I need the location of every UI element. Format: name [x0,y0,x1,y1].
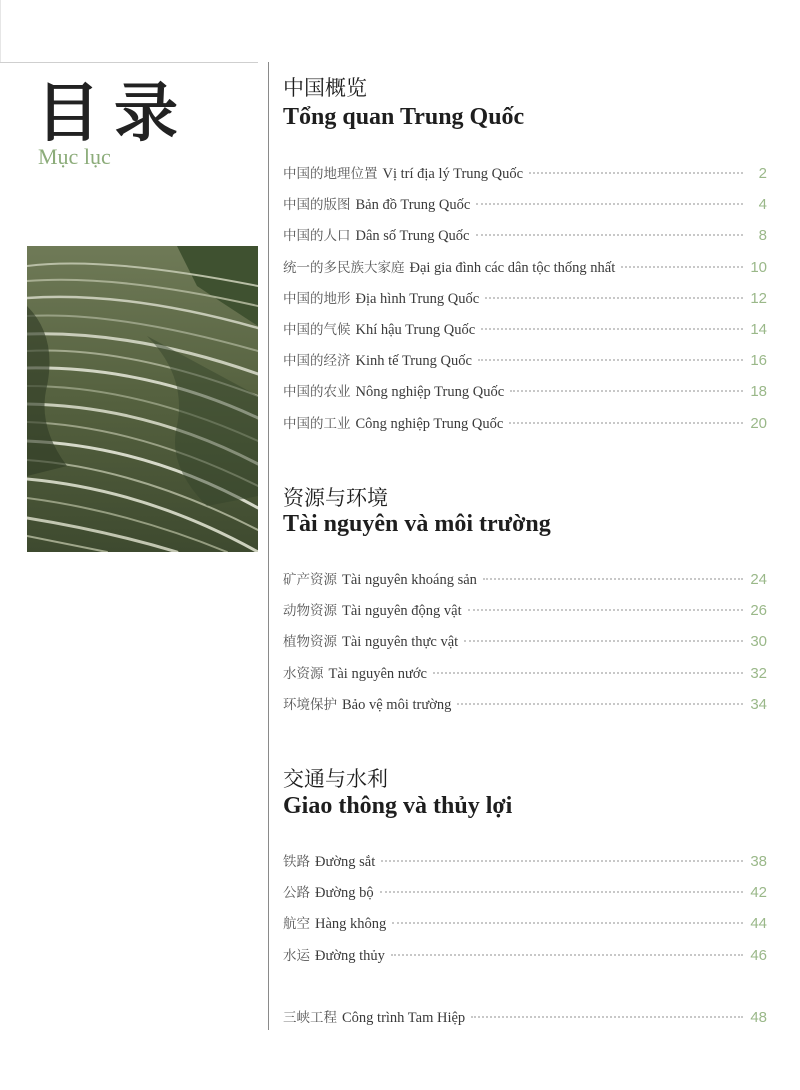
toc-entry-page: 14 [750,320,767,338]
toc-entry-page: 2 [758,165,767,182]
toc-entry[interactable] [283,912,767,943]
toc-entry-page: 24 [750,571,767,588]
toc-entry-vi: Kinh tế Trung Quốc [355,353,472,370]
toc-entry-zh: 环境保护 [283,696,337,713]
toc-entry[interactable] [283,380,767,411]
page-edge-line [0,0,1,62]
toc-list-transport [283,850,767,975]
dot-leader [457,703,743,705]
toc-entry-vi: Địa hình Trung Quốc [355,290,480,307]
dot-leader [464,640,743,642]
dot-leader [510,390,743,392]
dot-leader [392,922,743,924]
toc-entry-zh: 三峡工程 [283,1010,337,1026]
toc-entry[interactable] [283,1006,767,1037]
toc-entry-zh: 航空 [283,916,310,933]
toc-entry[interactable] [283,162,767,193]
toc-entry-zh: 公路 [283,885,310,902]
toc-entry-vi: Vị trí địa lý Trung Quốc [382,166,524,182]
toc-entry-page: 8 [758,227,767,245]
toc-entry[interactable] [283,287,767,318]
toc-entry-page: 26 [750,602,767,620]
section-title-vi-resources: Tài nguyên và môi trường [283,511,551,537]
dot-leader [478,359,743,361]
toc-entry[interactable] [283,193,767,224]
toc-entry-vi: Đường sắt [315,854,376,870]
dot-leader [468,609,743,611]
toc-entry-page: 18 [750,383,767,401]
toc-entry[interactable] [283,224,767,255]
dot-leader [621,266,743,268]
toc-entry[interactable] [283,412,767,443]
toc-entry-vi: Tài nguyên khoáng sản [342,572,477,588]
toc-entry-page: 44 [750,915,767,933]
toc-entry-page: 12 [750,289,767,307]
section-title-zh-overview: 中国概览 [283,76,367,100]
toc-entry-page: 4 [758,196,767,214]
toc-entry[interactable] [283,318,767,349]
terraces-image [27,246,258,552]
toc-entry-zh: 中国的版图 [283,197,351,214]
toc-entry-page: 34 [750,695,767,713]
toc-entry-page: 42 [750,884,767,902]
toc-entry-zh: 中国的经济 [283,353,351,370]
dot-leader [529,172,743,174]
toc-entry[interactable] [283,599,767,630]
toc-entry-vi: Nông nghiệp Trung Quốc [355,384,505,401]
toc-entry[interactable] [283,693,767,724]
toc-entry-vi: Công trình Tam Hiệp [342,1010,466,1026]
page-title: 目录 [36,76,192,151]
toc-entry-page: 46 [750,946,767,964]
toc-entry-zh: 统一的多民族大家庭 [283,259,405,276]
section-title-zh-transport: 交通与水利 [283,767,388,791]
toc-entry-zh: 矿产资源 [283,572,337,588]
section-title-vi-transport: Giao thông và thủy lợi [283,793,513,819]
toc-entry[interactable] [283,662,767,693]
toc-entry[interactable] [283,349,767,380]
toc-entry-page: 48 [750,1009,767,1026]
toc-entry-vi: Đường thủy [315,947,385,964]
toc-list-resources [283,568,767,724]
page-subtitle: Mục lục [38,144,111,169]
toc-entry-vi: Đường bộ [315,885,374,902]
toc-entry-vi: Tài nguyên nước [328,665,427,682]
toc-entry-zh: 水资源 [283,665,324,682]
toc-entry-page: 38 [750,853,767,870]
toc-entry-vi: Bảo vệ môi trường [342,696,452,713]
toc-entry-vi: Tài nguyên động vật [342,603,462,620]
header-rule [0,62,258,63]
dot-leader [380,891,743,893]
toc-entry-vi: Dân số Trung Quốc [355,228,470,245]
toc-entry-zh: 中国的农业 [283,384,351,401]
toc-list-overview [283,162,767,443]
toc-entry-vi: Tài nguyên thực vật [342,634,459,651]
section-title-vi-overview: Tổng quan Trung Quốc [283,104,525,130]
toc-entry-zh: 中国的气候 [283,321,351,338]
toc-entry[interactable] [283,944,767,975]
toc-entry-vi: Khí hậu Trung Quốc [355,321,476,338]
toc-entry-vi: Công nghiệp Trung Quốc [355,415,504,432]
toc-entry-page: 20 [750,414,767,432]
toc-entry-page: 16 [750,352,767,370]
dot-leader [509,422,743,424]
dot-leader [481,328,743,330]
toc-entry-page: 30 [750,633,767,651]
dot-leader [485,297,743,299]
toc-entry-vi: Hàng không [315,916,387,933]
dot-leader [476,203,743,205]
dot-leader [381,860,743,862]
toc-entry-vi: Đại gia đình các dân tộc thống nhất [409,259,616,276]
toc-entry[interactable] [283,850,767,881]
toc-entry-zh: 铁路 [283,854,310,870]
toc-entry-zh: 中国的人口 [283,228,351,245]
toc-entry-zh: 动物资源 [283,603,337,620]
toc-entry[interactable] [283,630,767,661]
toc-entry-zh: 水运 [283,947,310,964]
toc-entry-page: 10 [750,258,767,276]
toc-entry-vi: Bản đồ Trung Quốc [355,197,471,214]
dot-leader [476,234,744,236]
toc-entry-page: 32 [750,664,767,682]
dot-leader [391,954,743,956]
toc-entry[interactable] [283,256,767,287]
toc-entry[interactable] [283,568,767,599]
rice-terraces-photo [27,246,258,552]
toc-entry-zh: 植物资源 [283,634,337,651]
toc-entry-zh: 中国的地理位置 [283,166,378,182]
dot-leader [483,578,743,580]
dot-leader [471,1016,743,1018]
dot-leader [433,672,743,674]
toc-entry-zh: 中国的地形 [283,290,351,307]
toc-list-three-gorges [283,1006,767,1037]
column-divider [268,62,269,1030]
toc-entry[interactable] [283,881,767,912]
section-title-zh-resources: 资源与环境 [283,486,388,510]
toc-entry-zh: 中国的工业 [283,415,351,432]
